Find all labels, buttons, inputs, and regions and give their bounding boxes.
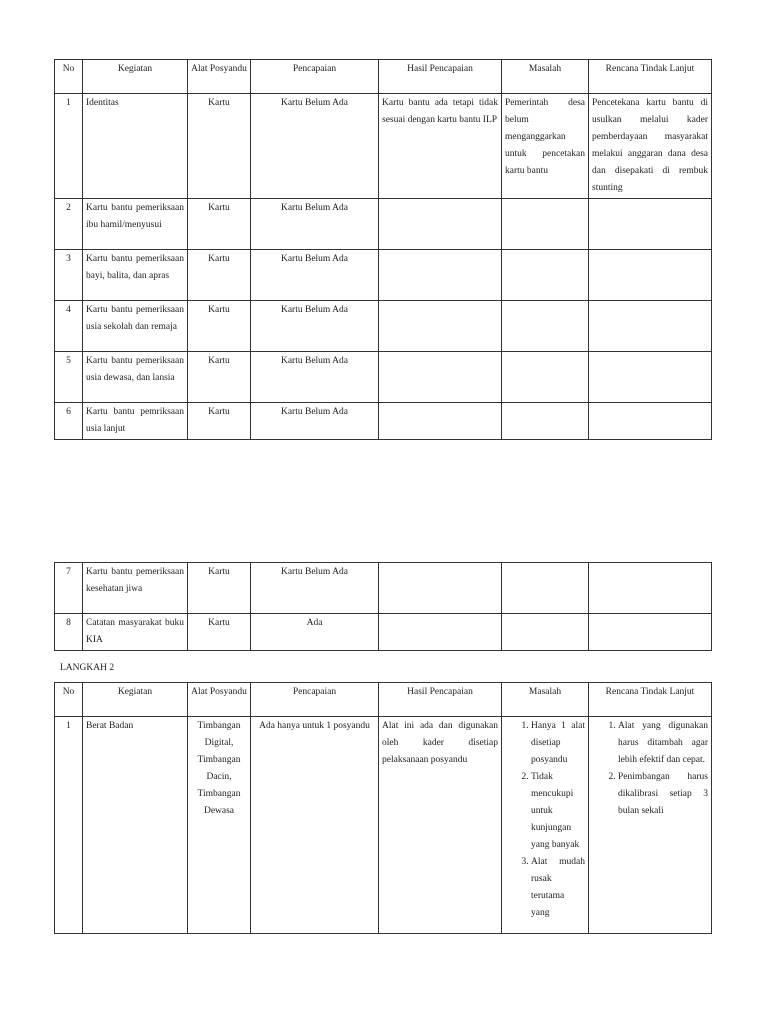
cell-rencana [589, 403, 712, 440]
cell-kegiatan: Catatan masyarakat buku KIA [83, 614, 188, 651]
cell-hasil [379, 352, 502, 403]
cell-pencapaian: Ada hanya untuk 1 posyandu [251, 717, 379, 934]
cell-alat: Kartu [188, 199, 251, 250]
cell-kegiatan: Kartu bantu pemeriksaan usia dewasa, dan lansia [83, 352, 188, 403]
header-no: No [55, 60, 83, 94]
cell-no: 4 [55, 301, 83, 352]
cell-no: 3 [55, 250, 83, 301]
cell-no: 2 [55, 199, 83, 250]
cell-masalah [502, 403, 589, 440]
cell-no: 1 [55, 717, 83, 934]
table-header-row [55, 683, 712, 717]
cell-kegiatan: Kartu bantu pemriksaan usia lanjut [83, 403, 188, 440]
header-kegiatan: Kegiatan [83, 60, 188, 94]
header-pencapaian: Pencapaian [251, 60, 379, 94]
header-alat: Alat Posyandu [188, 683, 251, 717]
masalah-list [505, 718, 585, 922]
cell-pencapaian: Kartu Belum Ada [251, 301, 379, 352]
cell-pencapaian: Kartu Belum Ada [251, 250, 379, 301]
cell-rencana [589, 301, 712, 352]
table-row [55, 199, 712, 250]
header-masalah: Masalah [502, 683, 589, 717]
header-hasil: Hasil Pencapaian [379, 683, 502, 717]
cell-pencapaian: Ada [251, 614, 379, 651]
cell-kegiatan: Kartu bantu pemeriksaan ibu hamil/menyusui [83, 199, 188, 250]
cell-hasil [379, 199, 502, 250]
header-pencapaian: Pencapaian [251, 683, 379, 717]
cell-kegiatan: Identitas [83, 94, 188, 199]
header-kegiatan: Kegiatan [83, 683, 188, 717]
cell-rencana [589, 250, 712, 301]
cell-hasil [379, 563, 502, 614]
table-row [55, 352, 712, 403]
cell-alat: Kartu [188, 301, 251, 352]
cell-masalah [502, 717, 589, 934]
cell-masalah [502, 250, 589, 301]
list-item: 2. Tidak mencukupi untuk kunjungan yang banyak [531, 769, 585, 854]
table-row [55, 403, 712, 440]
section-label-langkah-2: LANGKAH 2 [60, 663, 115, 673]
table-row [55, 94, 712, 199]
cell-pencapaian: Kartu Belum Ada [251, 199, 379, 250]
cell-alat: Kartu [188, 94, 251, 199]
cell-hasil [379, 301, 502, 352]
cell-kegiatan: Berat Badan [83, 717, 188, 934]
cell-rencana [589, 352, 712, 403]
table-row [55, 250, 712, 301]
cell-alat: Timbangan Digital, Timbangan Dacin, Timbangan Dewasa [188, 717, 251, 934]
cell-alat: Kartu [188, 352, 251, 403]
table-row [55, 301, 712, 352]
activity-table-2 [54, 562, 712, 651]
activity-table-1 [54, 59, 712, 440]
cell-pencapaian: Kartu Belum Ada [251, 352, 379, 403]
cell-rencana [589, 614, 712, 651]
cell-kegiatan: Kartu bantu pemeriksaan usia sekolah dan remaja [83, 301, 188, 352]
cell-rencana [589, 563, 712, 614]
cell-masalah [502, 301, 589, 352]
header-alat: Alat Posyandu [188, 60, 251, 94]
cell-hasil [379, 614, 502, 651]
list-item: 3. Alat mudah rusak terutama yang [531, 854, 585, 922]
table-row [55, 563, 712, 614]
cell-alat: Kartu [188, 614, 251, 651]
cell-hasil: Kartu bantu ada tetapi tidak sesuai dengan kartu bantu ILP [379, 94, 502, 199]
cell-pencapaian: Kartu Belum Ada [251, 563, 379, 614]
cell-hasil [379, 250, 502, 301]
list-item: 1. Alat yang digunakan harus ditambah agar lebih efektif dan cepat. [618, 718, 708, 769]
cell-hasil: Alat ini ada dan digunakan oleh kader disetiap pelaksanaan posyandu [379, 717, 502, 934]
cell-hasil [379, 403, 502, 440]
header-hasil: Hasil Pencapaian [379, 60, 502, 94]
cell-masalah [502, 352, 589, 403]
cell-alat: Kartu [188, 563, 251, 614]
cell-rencana: Pencetekana kartu bantu di usulkan melalui kader pemberdayaan masyarakat melakui anggaran dana desa dan disepakati di rembuk stunting [589, 94, 712, 199]
header-no: No [55, 683, 83, 717]
cell-masalah [502, 199, 589, 250]
header-rencana: Rencana Tindak Lanjut [589, 60, 712, 94]
cell-rencana [589, 717, 712, 934]
cell-masalah [502, 614, 589, 651]
cell-kegiatan: Kartu bantu pemeriksaan bayi, balita, dan apras [83, 250, 188, 301]
cell-kegiatan: Kartu bantu pemeriksaan kesehatan jiwa [83, 563, 188, 614]
header-rencana: Rencana Tindak Lanjut [589, 683, 712, 717]
rencana-list [592, 718, 708, 820]
table-header-row [55, 60, 712, 94]
table-row [55, 614, 712, 651]
header-masalah: Masalah [502, 60, 589, 94]
cell-masalah: Pemerintah desa belum menganggarkan untuk pencetakan kartu bantu [502, 94, 589, 199]
cell-no: 8 [55, 614, 83, 651]
cell-no: 7 [55, 563, 83, 614]
cell-no: 1 [55, 94, 83, 199]
cell-alat: Kartu [188, 250, 251, 301]
cell-no: 5 [55, 352, 83, 403]
cell-pencapaian: Kartu Belum Ada [251, 403, 379, 440]
activity-table-langkah-2 [54, 682, 712, 934]
cell-no: 6 [55, 403, 83, 440]
cell-rencana [589, 199, 712, 250]
cell-alat: Kartu [188, 403, 251, 440]
cell-masalah [502, 563, 589, 614]
table-row [55, 717, 712, 934]
cell-pencapaian: Kartu Belum Ada [251, 94, 379, 199]
list-item: 2. Penimbangan harus dikalibrasi setiap 3 bulan sekali [618, 769, 708, 820]
list-item: 1. Hanya 1 alat disetiap posyandu [531, 718, 585, 769]
